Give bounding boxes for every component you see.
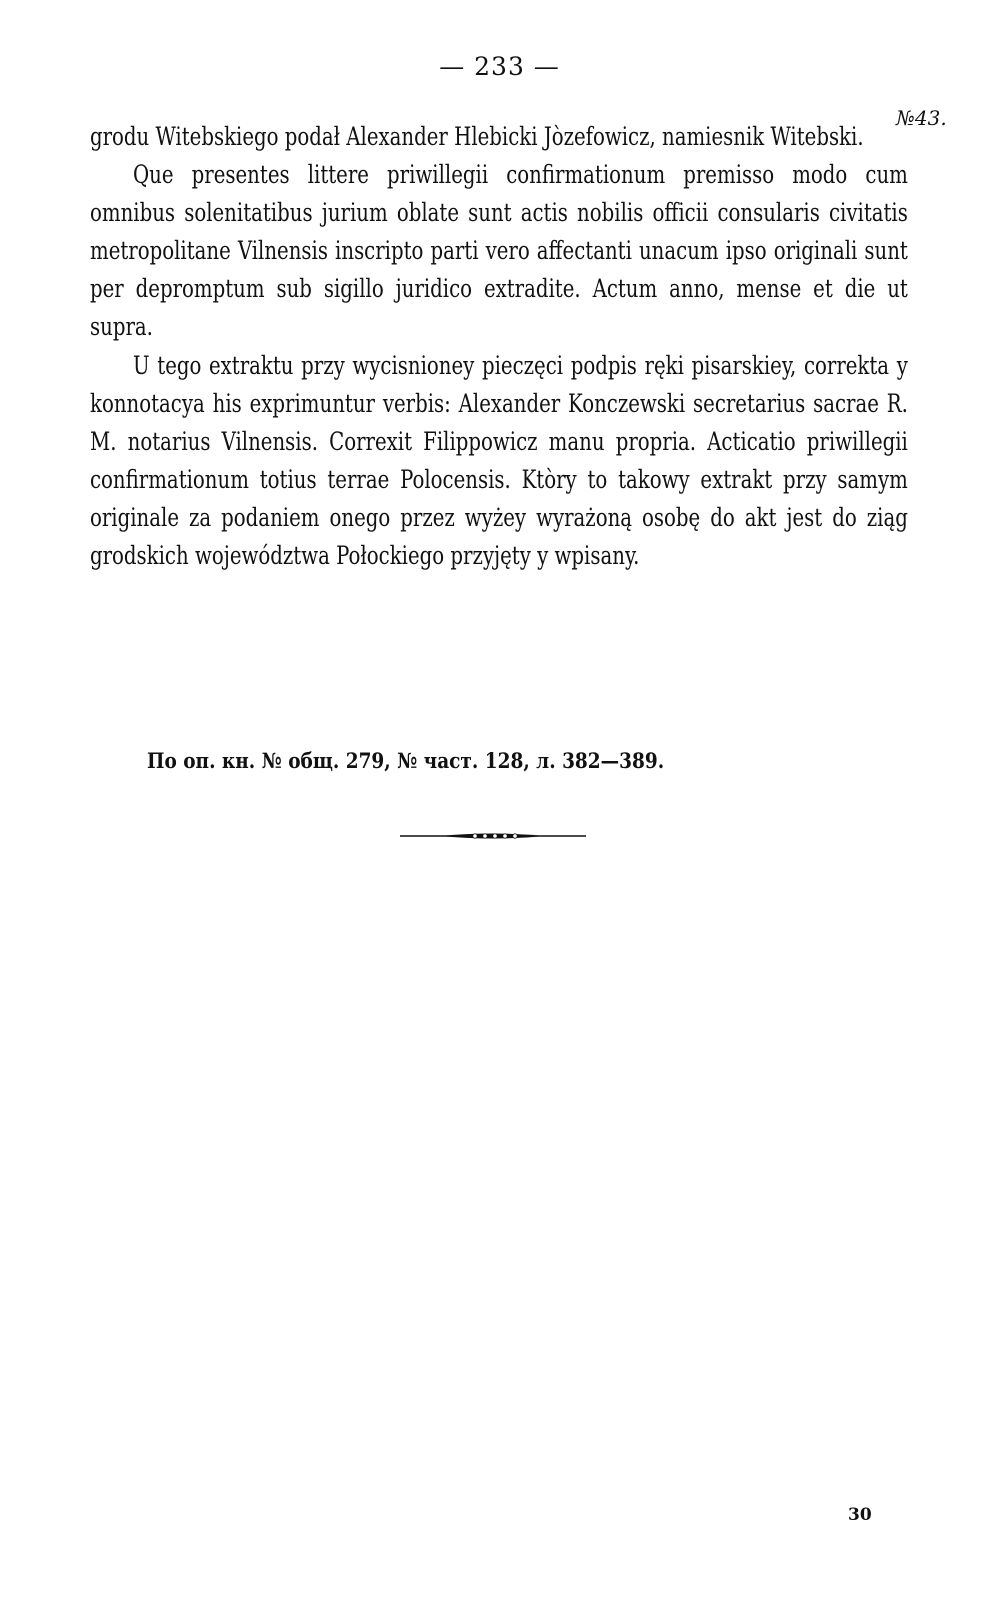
body-text <box>90 118 908 575</box>
signature-mark: 30 <box>848 1505 872 1525</box>
paragraph-1: grodu Witebskiego podał Alexander Hlebicki Jòzefowicz, namiesnik Witebski. <box>90 122 864 152</box>
paragraph-3: U tego extraktu przy wycisnioney pieczęci podpis ręki pisarskiey, correkta y konnotacya his exprimuntur verbis: Alexander Konczewski secretarius sacrae R. M. notarius Vilnensis. Correxit Filippowicz manu propria. Acticatio priwillegii confirmationum totius terrae Polocensis. Ktòry to takowy extrakt przy samym originale za podaniem onego przez wyżey wyrażoną osobę do akt jest do ziąg grodskich województwa Połockiego przyjęty y wpisany. <box>90 350 908 572</box>
ornament-divider <box>400 830 586 842</box>
document-number: №43. <box>896 106 947 130</box>
page-number: — 233 — <box>439 52 560 81</box>
paragraph-2: Que presentes littere priwillegii confirmationum premisso modo cum omnibus solenitatibus jurium oblate sunt actis nobilis officii consularis civitatis metropolitane Vilnensis inscripto parti vero affectanti unacum ipso originali sunt per depromptum sub sigillo juridico extradite. Actum anno, mense et die ut supra. <box>90 160 908 343</box>
archive-citation: По оп. кн. № общ. 279, № част. 128, л. 382—389. <box>147 748 665 773</box>
